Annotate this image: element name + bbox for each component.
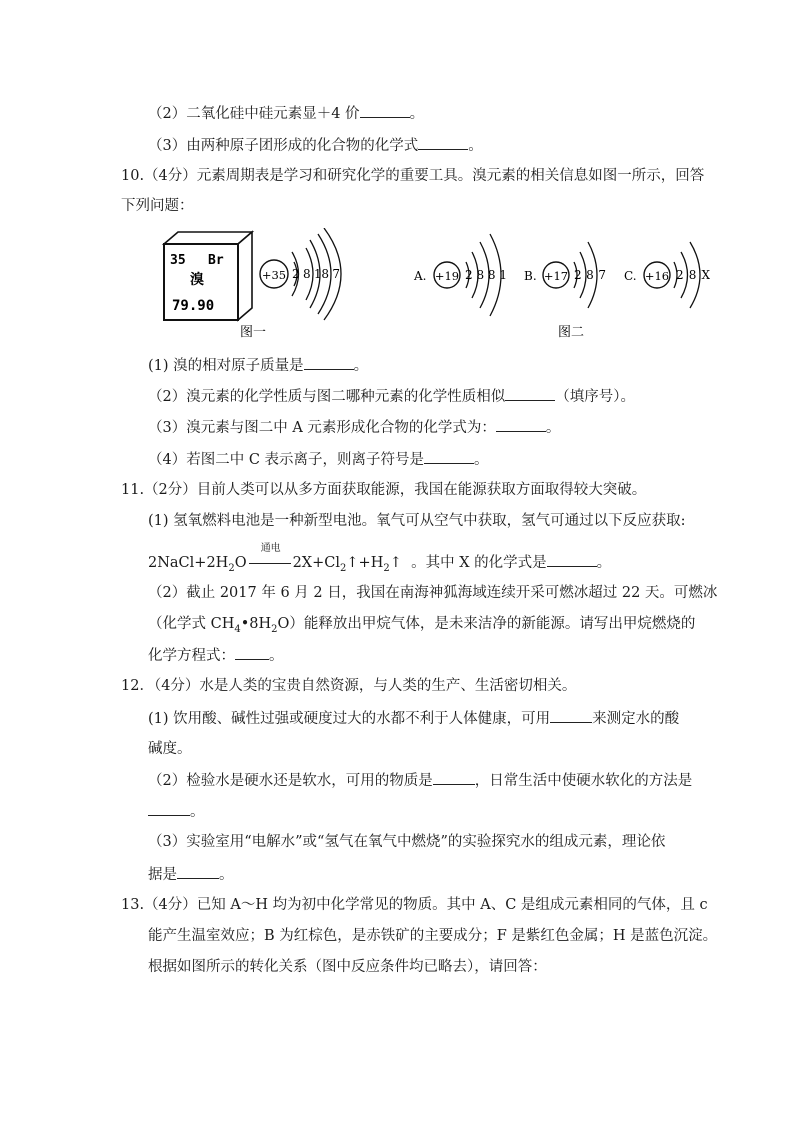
br-atom-diagram	[260, 228, 341, 320]
q10-sub2: （2）溴元素的化学性质与图二哪种元素的化学性质相似 （填序号）。	[148, 386, 635, 407]
answer-blank[interactable]	[505, 386, 555, 401]
figure-two-caption: 图二	[558, 325, 585, 340]
q11-sub2-line1: （2）截止 2017 年 6 月 2 日，我国在南海神狐海域连续开采可燃冰超过 22 天。可燃冰	[148, 585, 718, 601]
q12-sub2-line1: （2）检验水是硬水还是软水，可用的物质是 ，日常生活中使硬水软化的方法是	[148, 770, 692, 791]
q12-sub1-line1: (1) 饮用酸、碱性过强或硬度过大的水都不利于人体健康，可用 来测定水的酸	[148, 708, 679, 729]
element-card	[164, 232, 252, 320]
card-atomic-mass: 79.90	[172, 298, 215, 314]
q13-stem-line2: 能产生温室效应；B 为红棕色，是赤铁矿的主要成分；F 是紫红色金属；H 是蓝色沉淀。	[148, 928, 718, 944]
q12-sub3-line1: （3）实验室用“电解水”或“氢气在氧气中燃烧”的实验探究水的组成元素，理论依	[148, 834, 666, 850]
q10-sub1: (1) 溴的相对原子质量是 。	[148, 355, 368, 376]
q10-stem-line2: 下列问题：	[121, 198, 194, 214]
reaction-condition: 通电	[260, 543, 281, 554]
q11-sub2-line2: （化学式 $CH_4•8H_2O$）能释放出甲烷气体，是未来洁净的新能源。请写出甲烷燃烧的	[148, 616, 696, 635]
answer-blank[interactable]	[424, 449, 474, 464]
answer-blank[interactable]	[360, 103, 410, 118]
answer-blank[interactable]	[418, 135, 468, 150]
q12-sub1-line2: 碱度。	[148, 741, 192, 757]
q12-sub3-line2: 据是 。	[148, 864, 234, 885]
card-atomic-number: 35	[170, 253, 186, 268]
q9-part2-text: （2）二氧化硅中硅元素显＋4 价	[148, 106, 360, 122]
answer-blank[interactable]	[304, 355, 354, 370]
atom-b-nucleus: +17	[543, 269, 569, 283]
atom-a-nucleus: +19	[434, 269, 460, 283]
atom-a-label: A.	[414, 269, 427, 283]
answer-blank[interactable]	[550, 708, 592, 723]
q11-equation: $2NaCl+2H_2O$ 通电 $2X+Cl_2↑+H_2↑$ 。其中 X 的化学式是 。	[148, 552, 611, 573]
atom-b-label: B.	[524, 269, 537, 283]
q13-stem-line1: 13.（4分）已知 A～H 均为初中化学常见的物质。其中 A、C 是组成元素相同的气体，且 c	[121, 897, 708, 913]
answer-blank[interactable]	[177, 864, 219, 879]
atom-c-shell-electrons: 2 8 X	[676, 268, 710, 282]
q11-sub2-line3: 化学方程式： 。	[148, 645, 284, 666]
atom-b-shell-electrons: 2 8 7	[574, 268, 606, 282]
q11-stem: 11.（2分）目前人类可以从多方面获取能源，我国在能源获取方面取得较大突破。	[121, 482, 647, 498]
atom-c-label: C.	[624, 269, 637, 283]
answer-blank[interactable]	[547, 552, 597, 567]
card-symbol: Br	[208, 253, 224, 268]
q10-sub4: （4）若图二中 C 表示离子，则离子符号是 。	[148, 449, 489, 470]
card-element-name: 溴	[190, 272, 204, 288]
q10-stem-line1: 10.（4分）元素周期表是学习和研究化学的重要工具。溴元素的相关信息如图一所示，回答	[121, 168, 705, 184]
atomic-structure-figure	[160, 228, 720, 346]
br-shell-electrons: 2 8 18 7	[292, 267, 340, 281]
atom-c-diagram	[624, 242, 710, 308]
answer-blank[interactable]	[496, 417, 546, 432]
figure-one-caption: 图一	[240, 325, 267, 340]
atom-a-shell-electrons: 2 8 8 1	[465, 268, 507, 282]
q13-stem-line3: 根据如图所示的转化关系（图中反应条件均已略去），请回答：	[148, 959, 547, 975]
q9-part3: （3）由两种原子团形成的化合物的化学式 。	[148, 135, 483, 156]
answer-blank[interactable]	[235, 645, 269, 660]
atom-c-nucleus: +16	[644, 269, 670, 283]
answer-blank[interactable]	[433, 770, 475, 785]
q9-part2: （2）二氧化硅中硅元素显＋4 价 。	[148, 103, 424, 124]
q10-sub3: （3）溴元素与图二中 A 元素形成化合物的化学式为： 。	[148, 417, 560, 438]
atom-b-diagram	[524, 242, 606, 308]
q12-stem: 12．（4分）水是人类的宝贵自然资源，与人类的生产、生活密切相关。	[121, 678, 577, 694]
br-nucleus: +35	[261, 268, 287, 282]
answer-blank[interactable]	[148, 801, 190, 816]
q12-sub2-line2: 。	[148, 801, 205, 822]
q11-sub1: (1) 氢氧燃料电池是一种新型电池。氧气可从空气中获取，氢气可通过以下反应获取:	[148, 513, 686, 529]
reaction-arrow	[249, 563, 291, 564]
q9-part3-text: （3）由两种原子团形成的化合物的化学式	[148, 138, 419, 154]
atom-a-diagram	[413, 234, 507, 316]
